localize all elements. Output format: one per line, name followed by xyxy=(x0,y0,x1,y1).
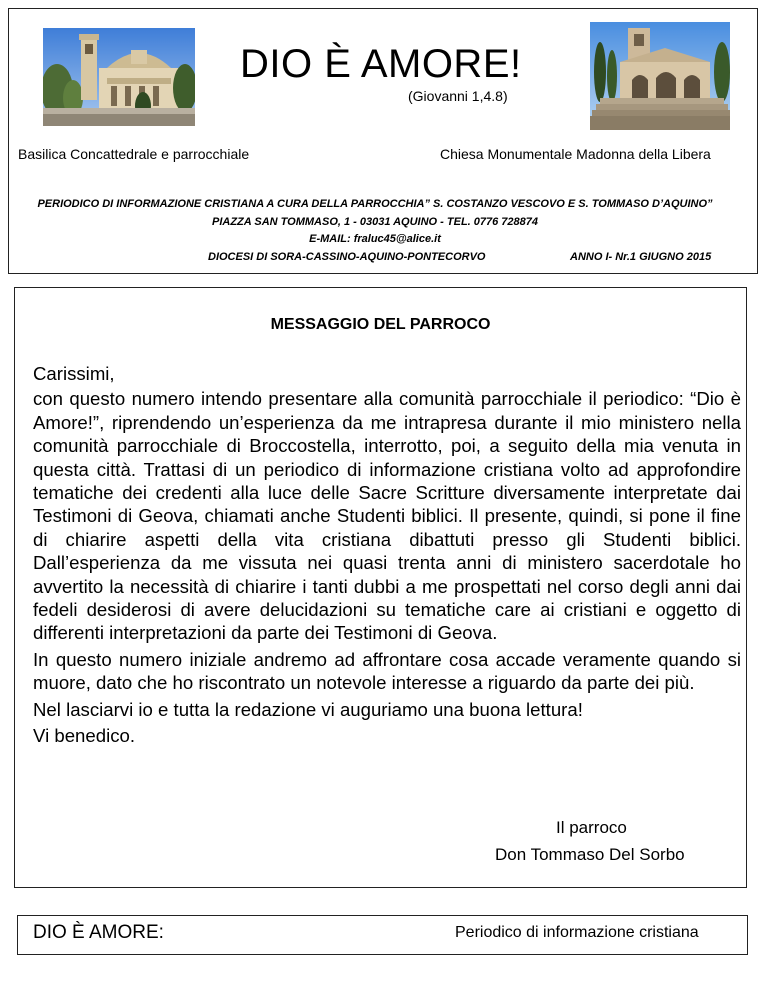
signature-role: Il parroco xyxy=(556,818,627,837)
message-paragraph: Vi benedico. xyxy=(33,725,136,747)
message-body xyxy=(33,362,741,748)
issue-line: ANNO I- Nr.1 GIUGNO 2015 xyxy=(570,251,712,263)
email-line: E-MAIL: fraluc45@alice.it xyxy=(309,233,441,245)
address-line: PIAZZA SAN TOMMASO, 1 - 03031 AQUINO - TEL. 0776 728874 xyxy=(211,216,539,228)
message-paragraph: In questo numero iniziale andremo ad affrontare cosa accade veramente quando si muore, dato che ho riscontrato un notevole interesse a riguardo da parte dei più. xyxy=(33,648,741,694)
footer-tagline: Periodico di informazione cristiana xyxy=(455,924,699,941)
message-paragraph: con questo numero intendo presentare alla comunità parrocchiale il periodico: “Dio è Amore!”, riprendendo un’esperienza da me intrapresa durante il mio ministero nella comunità parrocchiale di Broccostella, interrotto, poi, a seguito della mia venuta in questa città. Trattasi di un periodico di informazione cristiana volto ad approfondire tematiche dei credenti alla luce delle Sacre Scritture diversamente interpretate dai Testimoni di Geova, chiamati anche Studenti biblici. Il presente, quindi, si pone il fine di chiarire aspetti della vita cristiana dibattuti presso gli Studenti biblici. Dall’esperienza da me vissuta nei quasi trenta anni di ministero sacerdotale ho avvertito la necessità di chiarire i tanti dubbi a me prospettati nel corso degli anni dai fedeli desiderosi di avere delucidazioni su tematiche care ai cristiani e oggetto di differenti interpretazioni da parte dei Testimoni di Geova. xyxy=(33,388,741,644)
bible-reference: (Giovanni 1,4.8) xyxy=(408,88,508,104)
publisher-line: PERIODICO DI INFORMAZIONE CRISTIANA A CURA DELLA PARROCCHIA” S. COSTANZO VESCOVO E S. TOMMASO D’AQUINO” xyxy=(37,198,713,210)
signature-name: Don Tommaso Del Sorbo xyxy=(495,845,685,864)
message-heading: MESSAGGIO DEL PARROCO xyxy=(270,316,491,333)
photo-caption-left: Basilica Concattedrale e parrocchiale xyxy=(18,146,250,162)
message-paragraph: Nel lasciarvi io e tutta la redazione vi auguriamo una buona lettura! xyxy=(33,698,583,720)
photo-caption-right: Chiesa Monumentale Madonna della Libera xyxy=(440,146,711,162)
basilica-photo xyxy=(43,28,195,126)
footer-title: DIO È AMORE: xyxy=(33,922,164,943)
newsletter-title: DIO È AMORE! xyxy=(240,42,522,86)
message-paragraph: Carissimi, xyxy=(33,363,115,384)
diocese-line: DIOCESI DI SORA-CASSINO-AQUINO-PONTECORVO xyxy=(208,251,486,263)
madonna-della-libera-photo xyxy=(590,22,730,130)
